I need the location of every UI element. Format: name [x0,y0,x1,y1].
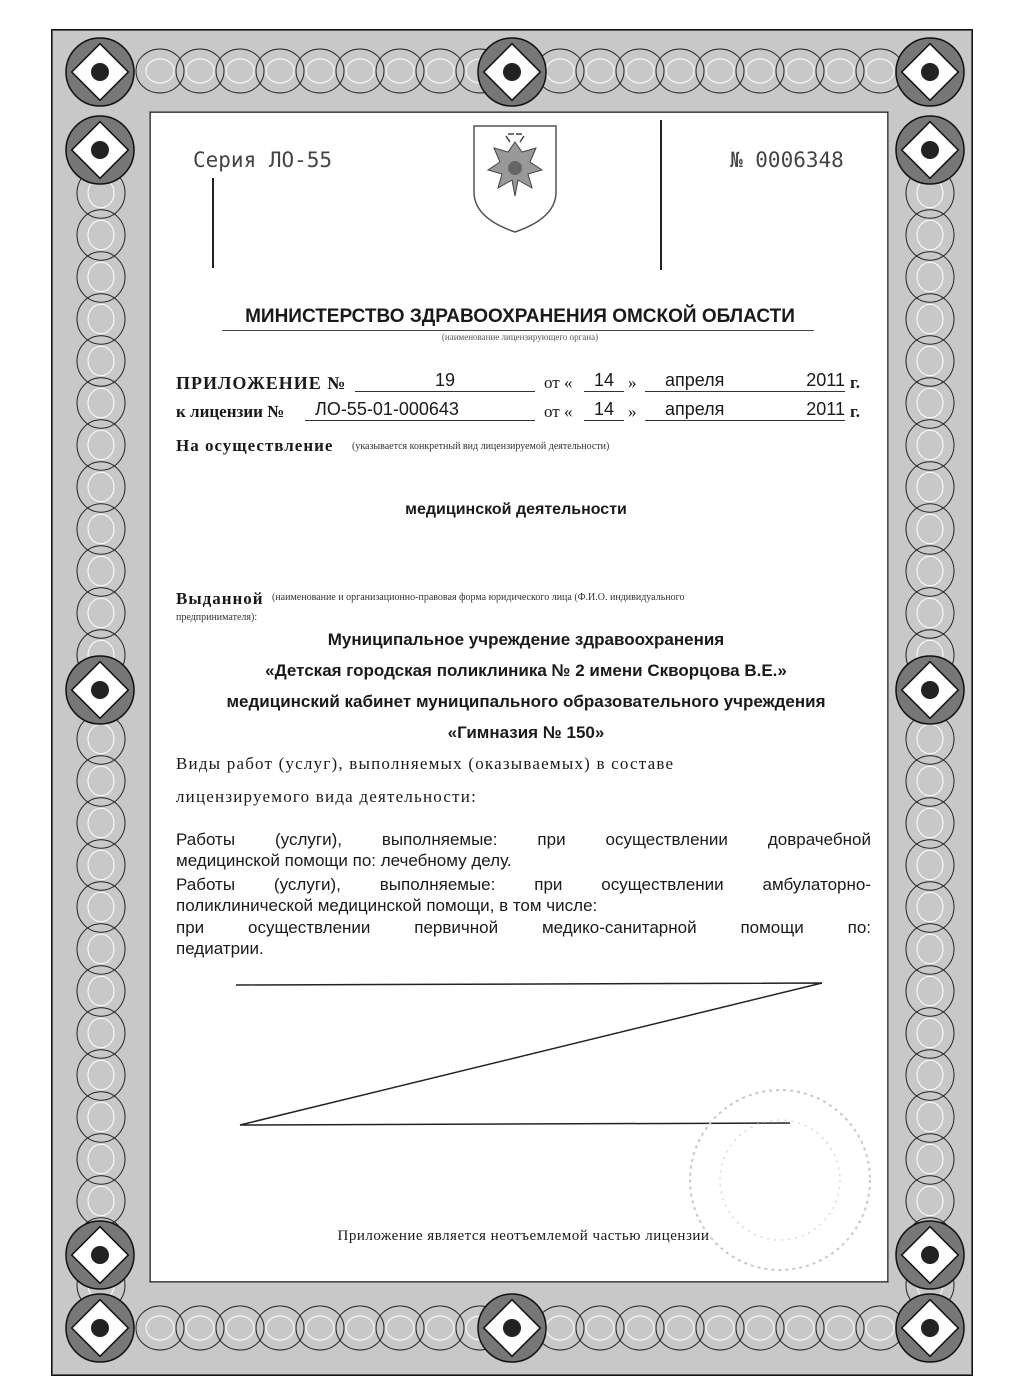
works-heading-line1: Виды работ (услуг), выполняемых (оказываемых) в составе [176,754,675,773]
footer-note: Приложение является неотъемлемой частью лицензии [337,1228,710,1244]
issued-line: «Гимназия № 150» [447,723,605,742]
issued-caption-line2: предпринимателя): [176,612,258,623]
license-number: ЛО-55-01-000643 [305,399,535,421]
license-month: апреля [645,399,795,421]
appendix-year-suffix: г. [850,373,861,392]
activity-value: медицинской деятельности [405,501,627,518]
license-year-suffix: г. [850,402,861,421]
faint-stamp [680,1080,880,1280]
appendix-number: 19 [355,370,535,392]
number-divider [660,120,662,270]
appendix-year: 2011 [795,370,845,392]
issued-line: Муниципальное учреждение здравоохранения [327,630,725,649]
works-heading-line2: лицензируемого вида деятельности: [176,787,477,806]
activity-caption: (указывается конкретный вид лицензируемой деятельности) [352,441,610,452]
activity-label: На осуществление [176,436,334,455]
license-label: к лицензии № [176,402,285,421]
license-day-close: » [628,402,637,421]
license-year: 2011 [795,399,845,421]
issued-line: медицинский кабинет муниципального образовательного учреждения [226,692,826,711]
license-from: от « [544,402,573,421]
appendix-from: от « [544,373,573,392]
series-label: Серия ЛО-55 [193,148,333,172]
coat-of-arms-icon [470,122,560,234]
appendix-month: апреля [645,370,795,392]
authority-caption: (наименование лицензирующего органа) [441,332,599,342]
works-line: Работы (услуги), выполняемые: при осуществлении доврачебной [176,830,871,849]
issued-caption-line1: (наименование и организационно-правовая форма юридического лица (Ф.И.О. индивидуального [272,592,685,603]
works-line: поликлинической медицинской помощи, в том числе: [176,896,598,915]
works-line: при осуществлении первичной медико-санитарной помощи по: [176,918,871,937]
appendix-day-close: » [628,373,637,392]
issued-label: Выданной [176,589,264,608]
series-divider [212,178,214,268]
appendix-label: ПРИЛОЖЕНИЕ № [176,373,347,393]
license-day: 14 [584,399,624,421]
works-line: Работы (услуги), выполняемые: при осуществлении амбулаторно- [176,875,871,894]
authority-underline [222,330,814,331]
issued-line: «Детская городская поликлиника № 2 имени Скворцова В.Е.» [265,661,787,680]
works-line: медицинской помощи по: лечебному делу. [176,851,512,870]
appendix-day: 14 [584,370,624,392]
form-number: № 0006348 [730,148,844,172]
licensing-authority: МИНИСТЕРСТВО ЗДРАВООХРАНЕНИЯ ОМСКОЙ ОБЛАСТИ [245,306,795,327]
works-line: педиатрии. [176,939,264,958]
